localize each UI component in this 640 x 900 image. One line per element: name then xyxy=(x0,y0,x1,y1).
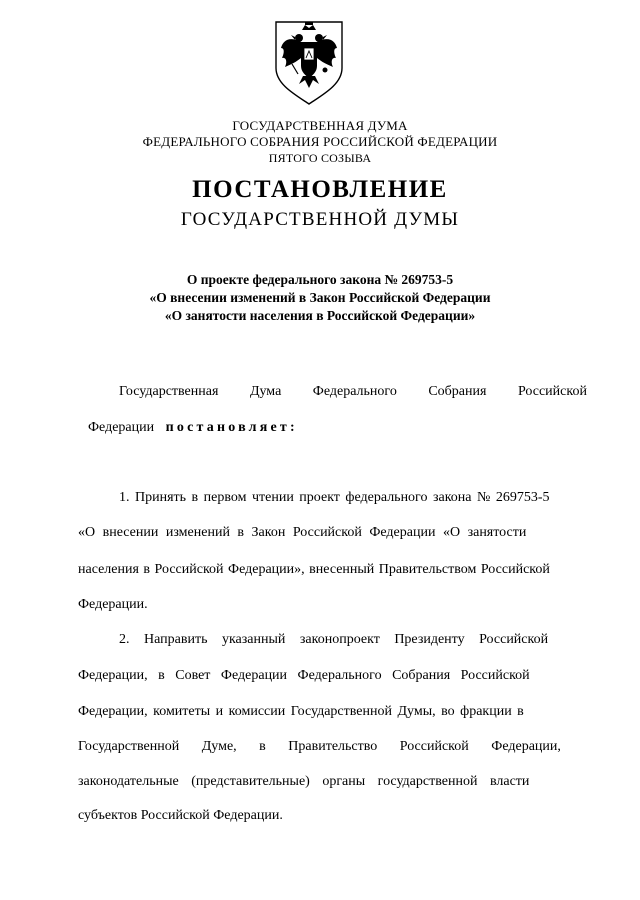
item2-line-1: 2. Направить указанный законопроект Президенту Российской xyxy=(119,632,549,647)
resolves-word: постановляет: xyxy=(165,420,298,435)
preamble-line-2 xyxy=(88,419,602,437)
subject-line-1: О проекте федерального закона № 269753-5 xyxy=(186,272,454,287)
item1-line-3: населения в Российской Федерации», внесенный Правительством Российской xyxy=(78,562,550,577)
item2-line-5: законодательные (представительные) органы государственной власти xyxy=(78,774,530,789)
item1-line-1: 1. Принять в первом чтении проект федерального закона № 269753-5 xyxy=(119,490,550,505)
item1-line-4: Федерации. xyxy=(78,597,148,612)
item1-line-2: «О внесении изменений в Закон Российской Федерации «О занятости xyxy=(78,525,527,540)
preamble-word: Федерального xyxy=(312,384,397,399)
duma-header-line: ГОСУДАРСТВЕННАЯ ДУМА xyxy=(232,118,408,133)
item2-line-4: Государственной Думе, в Правительство Российской Федерации, xyxy=(78,739,561,754)
coat-of-arms-emblem xyxy=(272,18,346,106)
subject-line-2: «О внесении изменений в Закон Российской Федерации xyxy=(149,290,491,305)
assembly-header-line: ФЕДЕРАЛЬНОГО СОБРАНИЯ РОССИЙСКОЙ ФЕДЕРАЦИИ xyxy=(142,134,498,149)
document-subtitle: ГОСУДАРСТВЕННОЙ ДУМЫ xyxy=(180,209,460,230)
preamble-word: Дума xyxy=(249,384,282,399)
preamble-word: Российской xyxy=(517,384,587,399)
convocation-header-line: ПЯТОГО СОЗЫВА xyxy=(268,151,372,165)
document-title: ПОСТАНОВЛЕНИЕ xyxy=(192,176,448,203)
preamble-word: Государственная xyxy=(119,384,219,399)
subject-line-3: «О занятости населения в Российской Федерации» xyxy=(164,308,476,323)
preamble-line-1 xyxy=(119,383,587,401)
preamble-federation: Федерации xyxy=(88,420,155,435)
item2-line-2: Федерации, в Совет Федерации Федерального Собрания Российской xyxy=(78,668,530,683)
item2-line-3: Федерации, комитеты и комиссии Государственной Думы, во фракции в xyxy=(78,704,524,719)
preamble-word: Собрания xyxy=(428,384,487,399)
item2-line-6: субъектов Российской Федерации. xyxy=(78,808,283,823)
